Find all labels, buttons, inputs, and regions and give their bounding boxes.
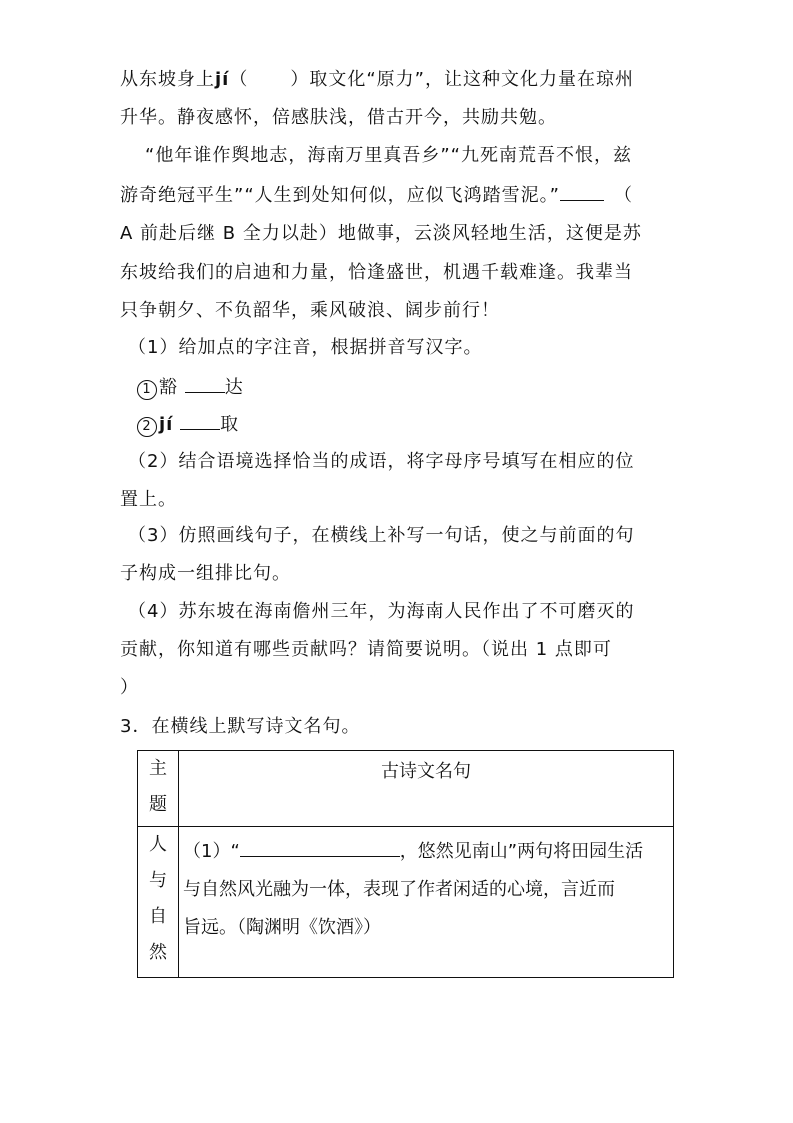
section-3-heading: 3．在横线上默写诗文名句。 — [120, 716, 361, 737]
text: 取 — [220, 414, 240, 435]
poem-table — [137, 750, 674, 978]
paragraph2-line5: 只争朝夕、不负韶华，乘风破浪、阔步前行！ — [120, 300, 500, 321]
content-cell — [179, 827, 674, 978]
text: 从东坡身上 — [120, 69, 215, 90]
pinyin-text: jí — [159, 414, 174, 435]
text: ，悠然见南山”两句将田园生活 — [399, 841, 644, 862]
question-2-line2: 置上。 — [120, 489, 177, 510]
question-4-line2: 贡献，你知道有哪些贡献吗？请简要说明。（说出 1 点即可 — [120, 639, 612, 660]
pinyin-blank[interactable]: （ ） — [229, 69, 310, 90]
question-3-line1: （3）仿照画线句子，在横线上补写一句话，使之与前面的句 — [128, 525, 635, 546]
theme-char: 主 — [149, 758, 167, 779]
paragraph1-line1 — [120, 68, 634, 92]
paragraph2-line2 — [120, 182, 633, 208]
paragraph2-line1: “他年谁作舆地志，海南万里真吾乡”“九死南荒吾不恨，兹 — [145, 145, 632, 166]
text: 取文化“原力”，让这种文化力量在琼州 — [309, 69, 634, 90]
pinyin-answer-blank[interactable] — [185, 374, 225, 393]
paragraph2-line3: A 前赴后继 B 全力以赴）地做事，云淡风轻地生活，这便是苏 — [120, 223, 642, 244]
theme-char: 人 — [149, 834, 167, 855]
table-row — [138, 827, 674, 978]
question-1-item-1 — [137, 374, 244, 400]
theme-char: 题 — [149, 794, 167, 815]
text: 达 — [224, 377, 244, 398]
content-header-cell: 古诗文名句 — [179, 751, 674, 827]
question-4-line3: ） — [120, 677, 139, 698]
text: （1）“ — [183, 841, 240, 862]
circled-number-2: 2 — [137, 417, 157, 437]
question-1: （1）给加点的字注音，根据拼音写汉字。 — [128, 337, 483, 358]
table-header-row — [138, 751, 674, 827]
theme-char: 与 — [149, 870, 167, 891]
question-2-line1: （2）结合语境选择恰当的成语，将字母序号填写在相应的位 — [128, 451, 635, 472]
theme-cell — [138, 827, 179, 978]
hanzi-answer-blank[interactable] — [180, 411, 220, 430]
text: （ — [613, 185, 633, 206]
content-line-1 — [183, 833, 669, 871]
theme-header-cell — [138, 751, 179, 827]
idiom-answer-blank[interactable] — [560, 182, 604, 201]
content-line-2: 与自然风光融为一体，表现了作者闲适的心境，言近而 — [183, 879, 615, 900]
circled-number-1: 1 — [137, 380, 157, 400]
theme-char: 然 — [149, 942, 167, 963]
text: 豁 — [159, 377, 178, 398]
content-line-3: 旨远。（陶渊明《饮酒》） — [183, 917, 381, 938]
pinyin-ji: jí — [215, 69, 230, 90]
poem-answer-blank[interactable] — [240, 838, 400, 857]
theme-char: 自 — [149, 906, 167, 927]
text: 游奇绝冠平生”“人生到处知何似，应似飞鸿踏雪泥。” — [120, 185, 560, 206]
question-3-line2: 子构成一组排比句。 — [120, 563, 291, 584]
question-1-item-2 — [137, 411, 239, 437]
question-4-line1: （4）苏东坡在海南儋州三年，为海南人民作出了不可磨灭的 — [128, 601, 635, 622]
paragraph2-line4: 东坡给我们的启迪和力量，恰逢盛世，机遇千载难逢。我辈当 — [120, 262, 633, 283]
paragraph1-line2: 升华。静夜感怀，倍感肤浅，借古开今，共励共勉。 — [120, 107, 557, 128]
